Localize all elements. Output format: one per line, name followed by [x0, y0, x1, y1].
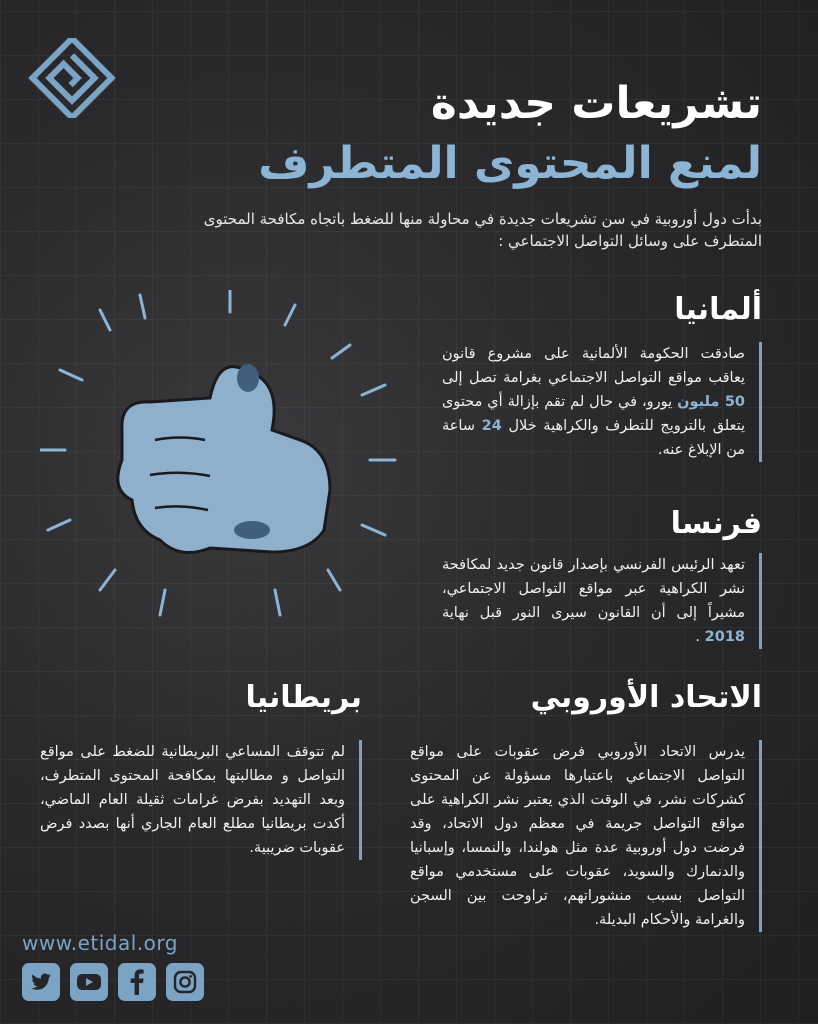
uk-heading: بريطانيا [245, 680, 362, 715]
germany-text-b: يورو، في حال لم تقم بإزالة أي محتوى يتعلق بالترويج للتطرف والكراهية خلال [442, 394, 745, 434]
germany-text-a: صادقت الحكومة الألمانية على مشروع قانون يعاقب مواقع التواصل الاجتماعي بغرامة تصل إلى [442, 346, 745, 386]
intro-text: بدأت دول أوروبية في سن تشريعات جديدة في محاولة منها للضغط باتجاه مكافحة المحتوى المتطرف على وسائل التواصل الاجتماعي : [203, 210, 762, 250]
france-text [442, 553, 762, 649]
germany-amount: 50 مليون [677, 394, 745, 410]
twitter-icon[interactable] [22, 963, 60, 1001]
youtube-icon[interactable] [70, 963, 108, 1001]
france-year: 2018 [704, 629, 745, 645]
france-text-a: تعهد الرئيس الفرنسي بإصدار قانون جديد لمكافحة نشر الكراهية عبر مواقع التواصل الاجتماعي، مشيراً إلى أن القانون سيرى النور قبل نهاية [442, 557, 745, 621]
pointing-hand-illustration [40, 290, 420, 620]
france-heading: فرنسا [670, 506, 762, 541]
page-subtitle: لمنع المحتوى المتطرف [258, 138, 762, 189]
page-title: تشريعات جديدة [430, 78, 762, 129]
germany-text-c: ساعة من الإبلاغ عنه. [442, 418, 745, 458]
instagram-icon[interactable] [166, 963, 204, 1001]
eu-heading: الاتحاد الأوروبي [530, 680, 762, 715]
website-link[interactable]: www.etidal.org [22, 931, 178, 955]
social-links [22, 963, 204, 1001]
germany-hours: 24 [481, 418, 502, 434]
germany-heading: ألمانيا [674, 292, 762, 327]
germany-text [442, 342, 762, 462]
etidal-logo [20, 38, 125, 118]
france-text-b: . [695, 629, 705, 645]
uk-text: لم تتوقف المساعي البريطانية للضغط على مواقع التواصل و مطالبتها بمكافحة المحتوى المتطرف، وبعد التهديد بفرض غرامات ثقيلة العام الماضي، أكدت بريطانيا مطلع العام الجاري أنها بصدد فرض عقوبات ضريبية. [40, 740, 362, 860]
facebook-icon[interactable] [118, 963, 156, 1001]
eu-text: يدرس الاتحاد الأوروبي فرض عقوبات على مواقع التواصل الاجتماعي باعتبارها مسؤولة عن المحتوى كشركات نشر، في الوقت الذي يعتبر نشر الكراهية على مواقع التواصل جريمة في معظم دول الاتحاد، وقد فرضت دول أوروبية عدة مثل هولندا، والنمسا، وإسبانيا والدنمارك والسويد، عقوبات على مستخدمي مواقع التواصل بسبب منشوراتهم، تراوحت بين السجن والغرامة والأحكام البديلة. [410, 740, 762, 932]
